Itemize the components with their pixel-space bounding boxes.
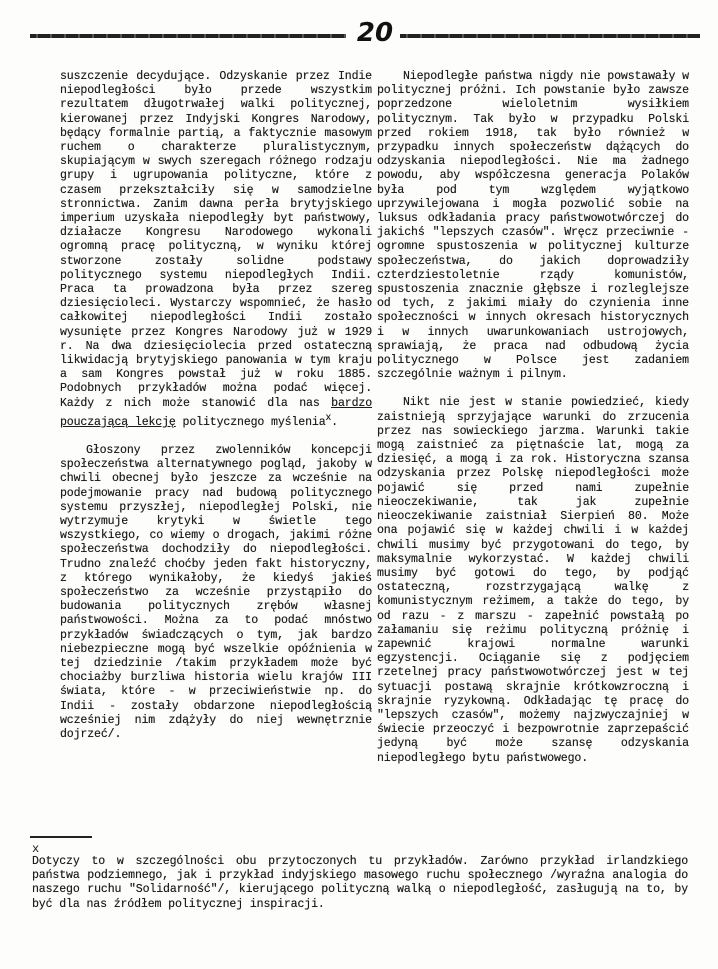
right-paragraph-1: Niepodległe państwa nigdy nie powstawały w politycznej próżni. Ich powstanie było zawsze poprzedzone wieloletnim wysiłkiem politycznym. Tak było w przypadku Polski przed rokiem 1918, tak było również w przypadku innych społeczeństw dążących do odzyskania niepodległości. Nie ma żadnego powodu, aby współczesna generacja Polaków była pod tym względem wyjątkowo uprzywilejowana i mogła pozwolić sobie na luksus odkładania pracy państwowotwórczej do jakichś "lepszych czasów". Wręcz przeciwnie - ogromne spustoszenia w politycznej kulturze społeczeństwa, do jakich doprowadziły czterdziestoletnie rządy komunistów, spustoszenia znacznie głębsze i rozleglejsze od tych, z jakimi miały do czynienia inne społeczności w innych okresach historycznych i w innych uwarunkowaniach ustrojowych, sprawiają, że praca nad odbudową życia politycznego w Polsce jest zadaniem szczególnie ważnym i pilnym. bbox=[377, 70, 689, 382]
right-column bbox=[377, 70, 689, 766]
left-paragraph-1: suszczenie decydujące. Odzyskanie przez Indie niepodległości było przede wszystkim rezultatem długotrwałej walki politycznej, kierowanej przez Indyjski Kongres Narodowy, będący formalnie partią, a faktycznie masowym ruchem o charakterze pluralistycznym, skupiającym w swych szeregach różnego rodzaju grupy i ugrupowania polityczne, które z czasem przekształciły się w samodzielne stronnictwa. Zanim dawna perła brytyjskiego imperium uzyskała niepodległy byt państwowy, działacze Kongresu Narodowego wykonali ogromną pracę polityczną, w wyniku której stworzone zostały solidne podstawy politycznego systemu niepodległych Indii. Praca ta prowadzona była przez szereg dziesięcioleci. Wystarczy wspomnieć, że hasło całkowitej niepodległości Indii zostało wysunięte przez Kongres Narodowy już w 1929 r. Na dwa dziesięciolecia przed ostateczną likwidacją brytyjskiego panowania w tym kraju a sam Kongres powstał już w roku 1885. Podobnych przykładów można podać więcej. Każdy z nich może stanowić dla nas bardzo pouczającą lekcję politycznego myślenia$^x$. bbox=[60, 70, 373, 429]
footnote-reference: x bbox=[325, 411, 332, 423]
underlined-phrase: bardzo pouczającą lekcję bbox=[60, 396, 373, 429]
footnote-divider bbox=[30, 836, 92, 838]
header-rule-right bbox=[400, 34, 700, 38]
left-paragraph-1-end: politycznego myślenia bbox=[182, 415, 326, 429]
page-number: 20 bbox=[356, 18, 394, 48]
left-paragraph-1-text: suszczenie decydujące. Odzyskanie przez Indie niepodległości było przede wszystkim rezultatem długotrwałej walki politycznej, kierowanej przez Indyjski Kongres Narodowy, będący formalnie partią, a faktycznie masowym ruchem o charakterze pluralistycznym, skupiającym w swych szeregach różnego rodzaju grupy i ugrupowania polityczne, które z czasem przekształciły się w samodzielne stronnictwa. Zanim dawna perła brytyjskiego imperium uzyskała niepodległy byt państwowy, działacze Kongresu Narodowego wykonali ogromną pracę polityczną, w wyniku której stworzone zostały solidne podstawy politycznego systemu niepodległych Indii. Praca ta prowadzona była przez szereg dziesięcioleci. Wystarczy wspomnieć, że hasło całkowitej niepodległości Indii zostało wysunięte przez Kongres Narodowy już w 1929 r. Na dwa dziesięciolecia przed ostateczną likwidacją brytyjskiego panowania w tym kraju a sam Kongres powstał już w roku 1885. Podobnych przykładów można podać więcej. Każdy z nich może stanowić dla nas bbox=[60, 70, 372, 410]
footnote-text: Dotyczy to w szczególności obu przytoczonych tu przykładów. Zarówno przykład irlandzkiego państwa podziemnego, jak i przykład indyjskiego masowego ruchu społecznego /wyraźna analogia do naszego ruchu "Solidarność"/, kierującego polityczną walką o niepodległość, zasługują na to, by być dla nas źródłem politycznej inspiracji. bbox=[32, 855, 688, 911]
left-paragraph-2: Głoszony przez zwolenników koncepcji społeczeństwa alternatywnego pogląd, jakoby w chwili obecnej było jeszcze za wcześnie na podejmowanie pracy nad budową politycznego systemu przyszłej, niepodległej Polski, nie wytrzymuje krytyki w świetle tego wszystkiego, co wiemy o drogach, jakimi różne społeczeństwa dochodziły do niepodległości. Trudno znaleźć choćby jeden fakt historyczny, z którego wynikałoby, że kiedyś jakieś społeczeństwo za wcześnie przystąpiło do budowania politycznych zrębów własnej państwowości. Można za to podać mnóstwo przykładów świadczących o tym, jak bardzo niebezpieczne mogą być wszelkie opóźnienia w tej dziedzinie /takim przykładem może być chociażby burzliwa historia wielu krajów III świata, które - w przeciwieństwie np. do Indii - zostały obdarzone niepodległością wcześniej nim zdążyły do niej wewnętrznie dojrzeć/. bbox=[60, 443, 372, 741]
footnote-mark: x bbox=[32, 842, 40, 856]
header-rule-left bbox=[30, 34, 346, 38]
right-paragraph-2: Nikt nie jest w stanie powiedzieć, kiedy zaistnieją sprzyjające warunki do zrzucenia przez nas sowieckiego jarzma. Warunki takie mogą zaistnieć za piętnaście lat, mogą za dziesięć, a mogą i za rok. Historyczna szansa odzyskania przez Polskę niepodległości może pojawić się przed nami zupełnie nieoczekiwanie, tak jak zupełnie nieoczekiwanie zaistniał Sierpień 80. Może ona pojawić się w każdej chwili i w każdej chwili musimy być przygotowani do tego, by maksymalnie wykorzystać. W każdej chwili musimy być gotowi do tego, by podjąć ostateczną, rozstrzygającą walkę z komunistycznym reżimem, a także do tego, by od razu - z marszu - zapełnić powstałą po załamaniu się reżimu polityczną próżnię i zapewnić krajowi normalne warunki egzystencji. Ociąganie się z podjęciem rzetelnej pracy państwowotwórczej jest w tej sytuacji postawą skrajnie krótkowzroczną i skrajnie ryzykowną. Odkładając tę pracę do "lepszych czasów", możemy najzwyczajniej w świecie przeoczyć i bezpowrotnie zaprzepaścić jedyną być może szansę odzyskania niepodległego bytu państwowego. bbox=[377, 396, 689, 765]
left-column bbox=[60, 70, 372, 742]
